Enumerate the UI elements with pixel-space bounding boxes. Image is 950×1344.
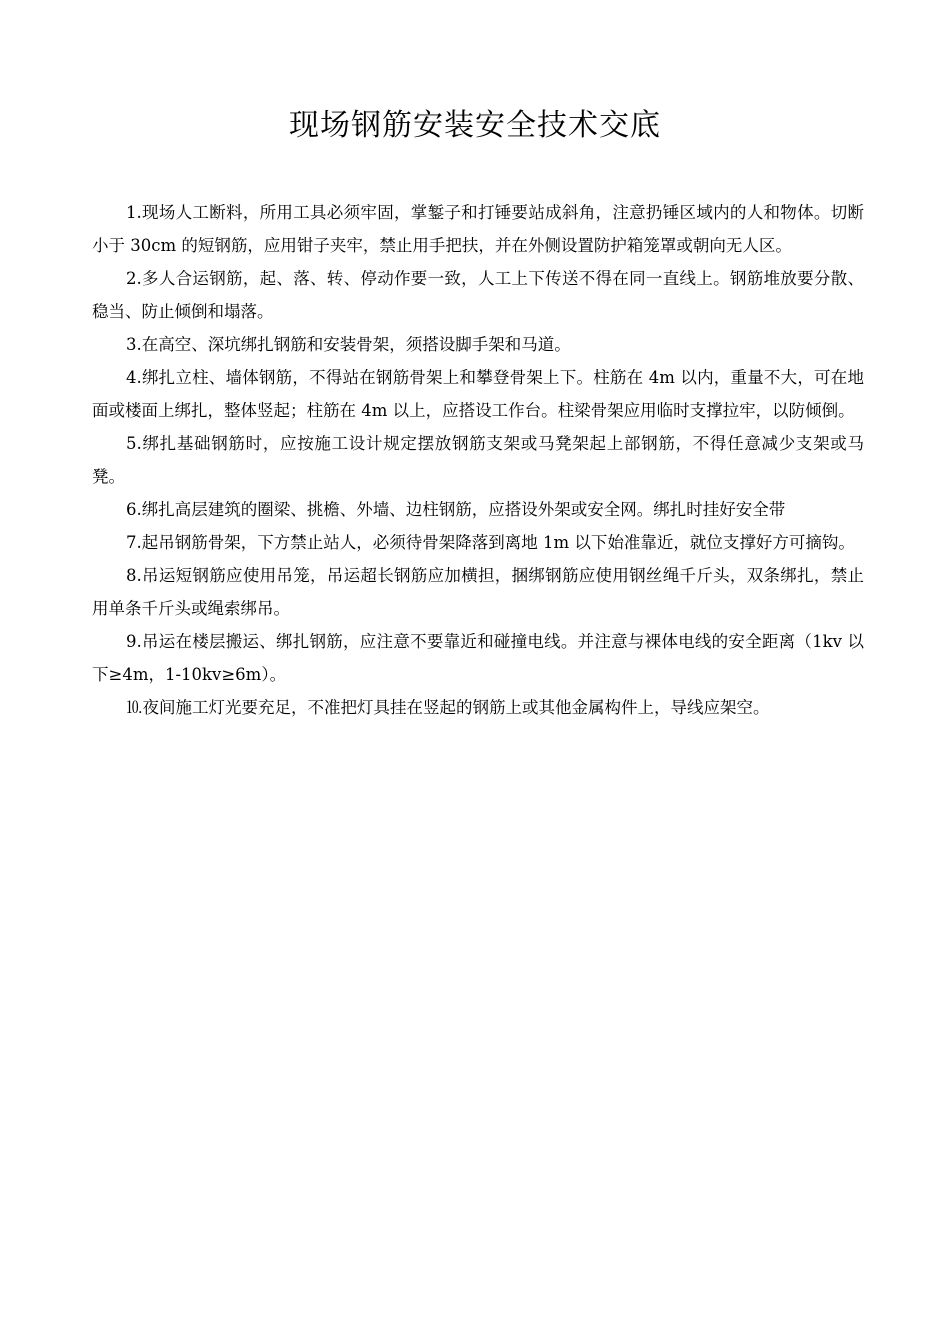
safety-item-10: ⒑夜间施工灯光要充足，不准把灯具挂在竖起的钢筋上或其他金属构件上，导线应架空。 (126, 698, 770, 717)
safety-item-9: 9.吊运在楼层搬运、绑扎钢筋，应注意不要靠近和碰撞电线。并注意与裸体电线的安全距离（1kv 以下≥4m，1-10kv≥6m）。 (92, 632, 864, 684)
safety-item-2: 2.多人合运钢筋，起、落、转、停动作要一致，人工上下传送不得在同一直线上。钢筋堆放要分散、稳当、防止倾倒和塌落。 (92, 269, 864, 321)
safety-item-5: 5.绑扎基础钢筋时，应按施工设计规定摆放钢筋支架或马凳架起上部钢筋，不得任意减少支架或马凳。 (92, 434, 864, 486)
safety-item-8: 8.吊运短钢筋应使用吊笼，吊运超长钢筋应加横担，捆绑钢筋应使用钢丝绳千斤头，双条绑扎，禁止用单条千斤头或绳索绑吊。 (92, 566, 864, 618)
document-body (92, 196, 864, 724)
safety-item-4: 4.绑扎立柱、墙体钢筋，不得站在钢筋骨架上和攀登骨架上下。柱筋在 4m 以内，重量不大，可在地面或楼面上绑扎，整体竖起；柱筋在 4m 以上，应搭设工作台。柱梁骨架应用临时支撑拉牢，以防倾倒。 (92, 368, 864, 420)
document-title: 现场钢筋安装安全技术交底 (289, 108, 661, 143)
safety-item-3: 3.在高空、深坑绑扎钢筋和安装骨架，须搭设脚手架和马道。 (126, 335, 571, 354)
safety-item-6: 6.绑扎高层建筑的圈梁、挑檐、外墙、边柱钢筋，应搭设外架或安全网。绑扎时挂好安全带 (126, 500, 786, 519)
safety-item-1: 1.现场人工断料，所用工具必须牢固，掌錾子和打锤要站成斜角，注意扔锤区域内的人和物体。切断小于 30cm 的短钢筋，应用钳子夹牢，禁止用手把扶，并在外侧设置防护箱笼罩或朝向无人区。 (92, 203, 864, 255)
safety-item-7: 7.起吊钢筋骨架，下方禁止站人，必须待骨架降落到离地 1m 以下始准靠近，就位支撑好方可摘钩。 (126, 533, 855, 552)
